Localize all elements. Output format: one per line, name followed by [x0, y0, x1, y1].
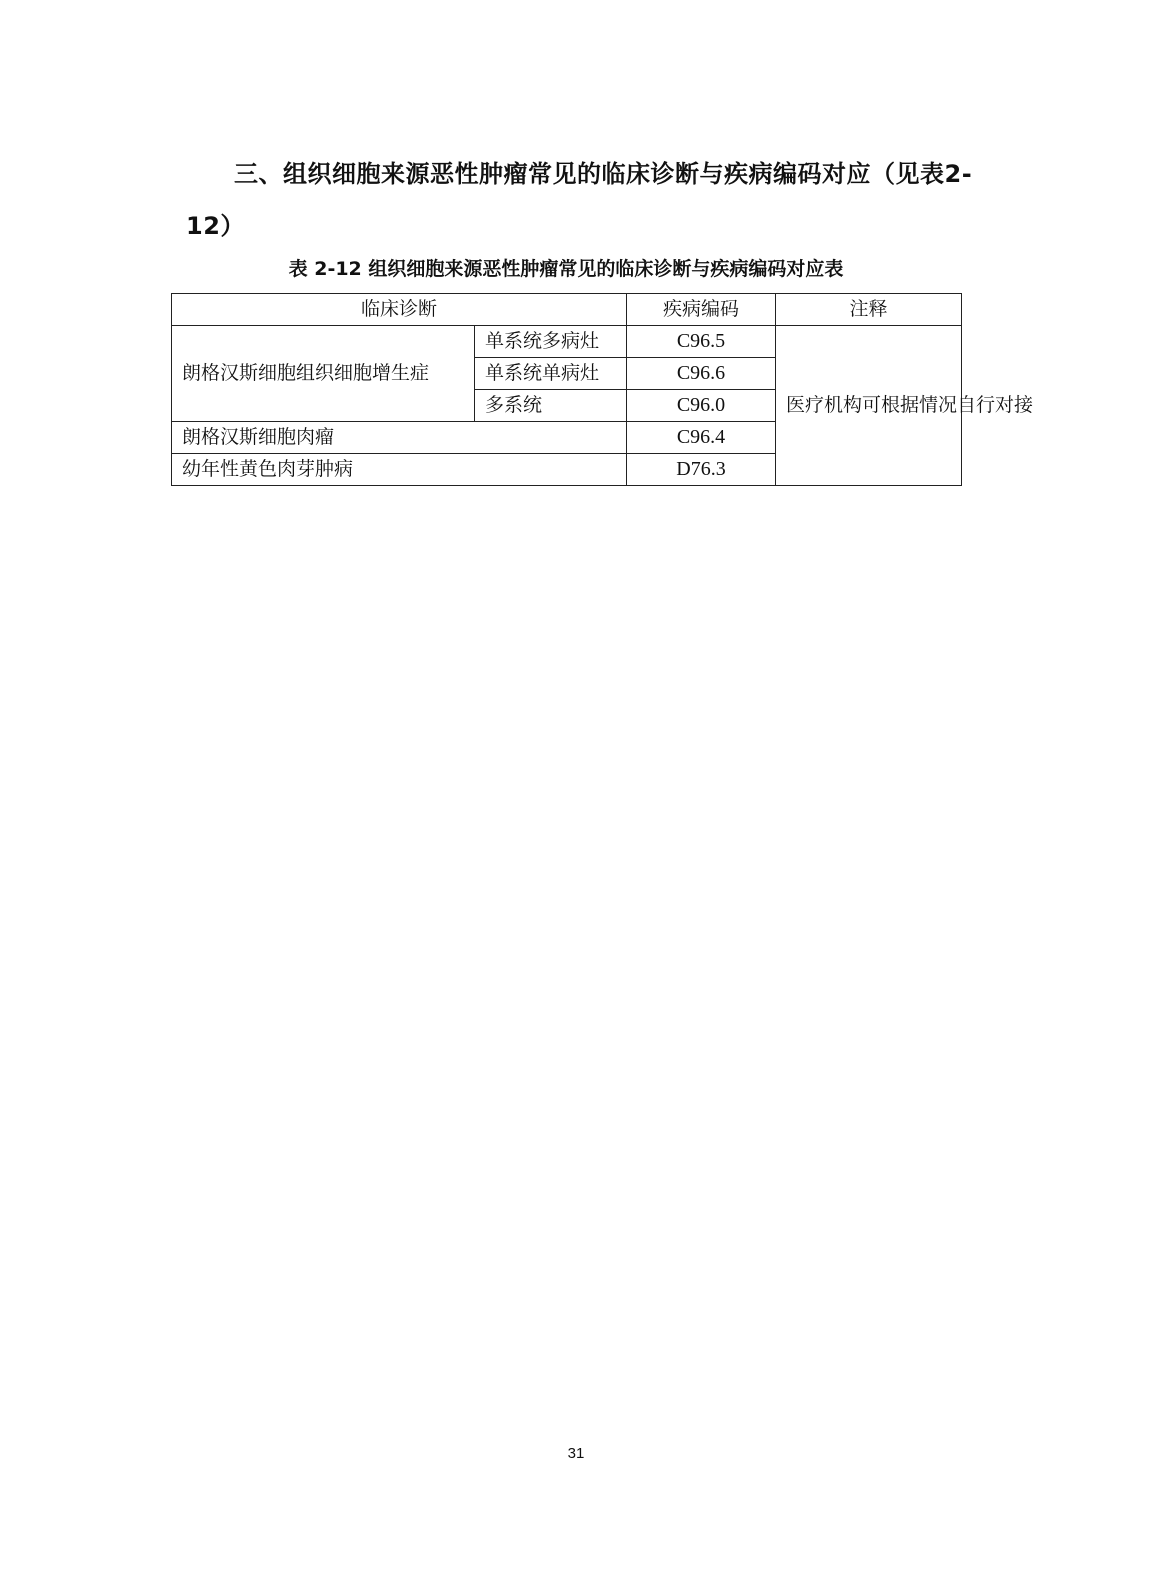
code-cell: C96.6: [627, 358, 776, 390]
diagnosis-cell: 朗格汉斯细胞肉瘤: [172, 422, 627, 454]
note-cell: 医疗机构可根据情况自行对接: [776, 326, 962, 486]
diagnosis-code-table: [171, 293, 1034, 486]
table-caption: 表 2-12 组织细胞来源恶性肿瘤常见的临床诊断与疾病编码对应表: [288, 258, 844, 280]
code-cell: C96.4: [627, 422, 776, 454]
table-header-row: [172, 294, 962, 326]
subtype-cell: 单系统单病灶: [475, 358, 627, 390]
diagnosis-cell: 幼年性黄色肉芽肿病: [172, 454, 627, 486]
code-cell: C96.0: [627, 390, 776, 422]
page-number: 31: [567, 1445, 585, 1462]
code-cell: C96.5: [627, 326, 776, 358]
subtype-cell: 单系统多病灶: [475, 326, 627, 358]
section-heading: 三、组织细胞来源恶性肿瘤常见的临床诊断与疾病编码对应（见表2-12）: [186, 160, 973, 240]
diagnosis-cell: 朗格汉斯细胞组织细胞增生症: [172, 326, 475, 422]
table-row: [172, 326, 962, 358]
subtype-cell: 多系统: [475, 390, 627, 422]
header-note: 注释: [776, 294, 962, 326]
header-diagnosis: 临床诊断: [172, 294, 627, 326]
code-cell: D76.3: [627, 454, 776, 486]
header-code: 疾病编码: [627, 294, 776, 326]
